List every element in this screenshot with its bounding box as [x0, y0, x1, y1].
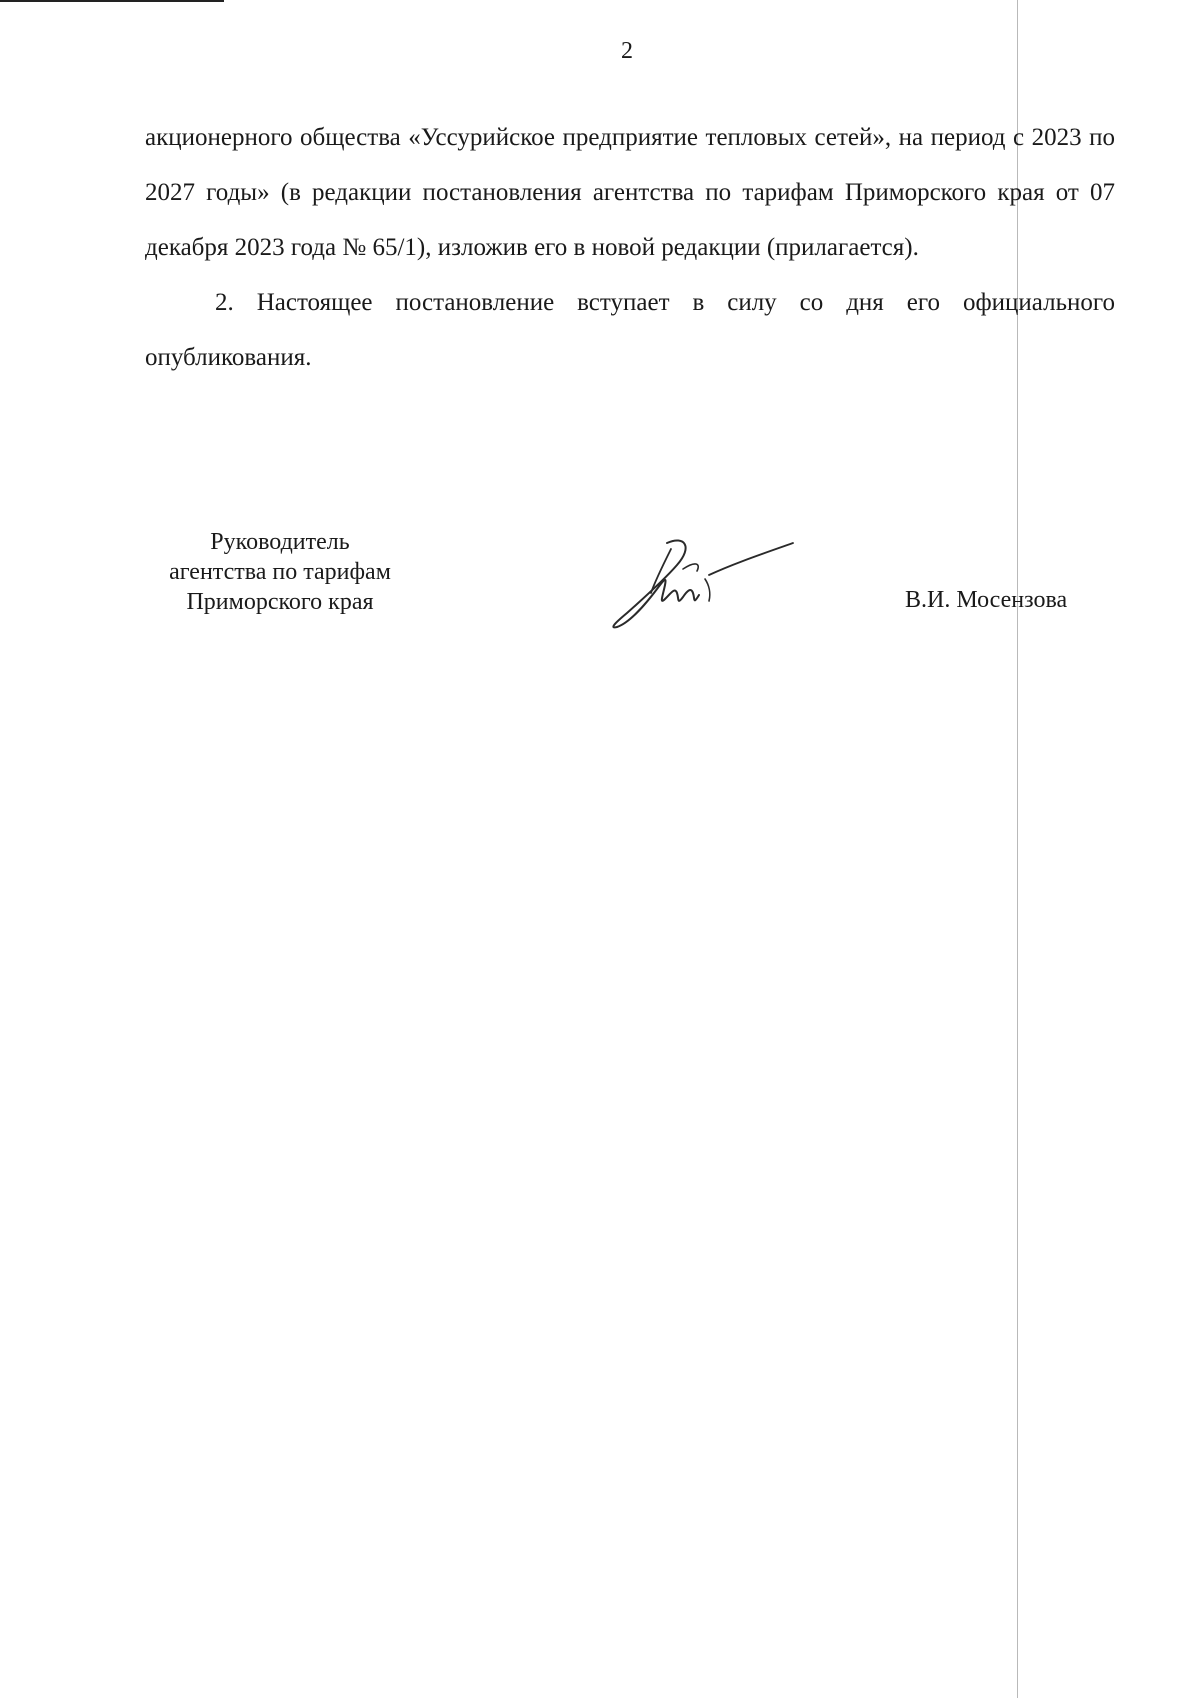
- document-body: [145, 110, 1115, 385]
- signer-position-line-3: Приморского края: [186, 589, 374, 615]
- page-number: 2: [621, 38, 633, 64]
- signer-position-line-2: агентства по тарифам: [169, 559, 391, 585]
- paragraph-continuation: акционерного общества «Уссурийское предприятие тепловых сетей», на период с 2023 по 2027 годы» (в редакции постановления агентства по тарифам Приморского края от 07 декабря 2023 года № 65/1), изложив его в новой редакции (прилагается).: [145, 124, 1115, 261]
- paragraph-2: 2. Настоящее постановление вступает в силу со дня его официального опубликования.: [145, 289, 1115, 371]
- scan-edge-line: [0, 0, 224, 2]
- signer-position-line-1: Руководитель: [210, 529, 350, 555]
- signer-name: В.И. Мосензова: [905, 587, 1068, 613]
- handwritten-signature: [605, 535, 795, 635]
- signer-position: [140, 527, 420, 617]
